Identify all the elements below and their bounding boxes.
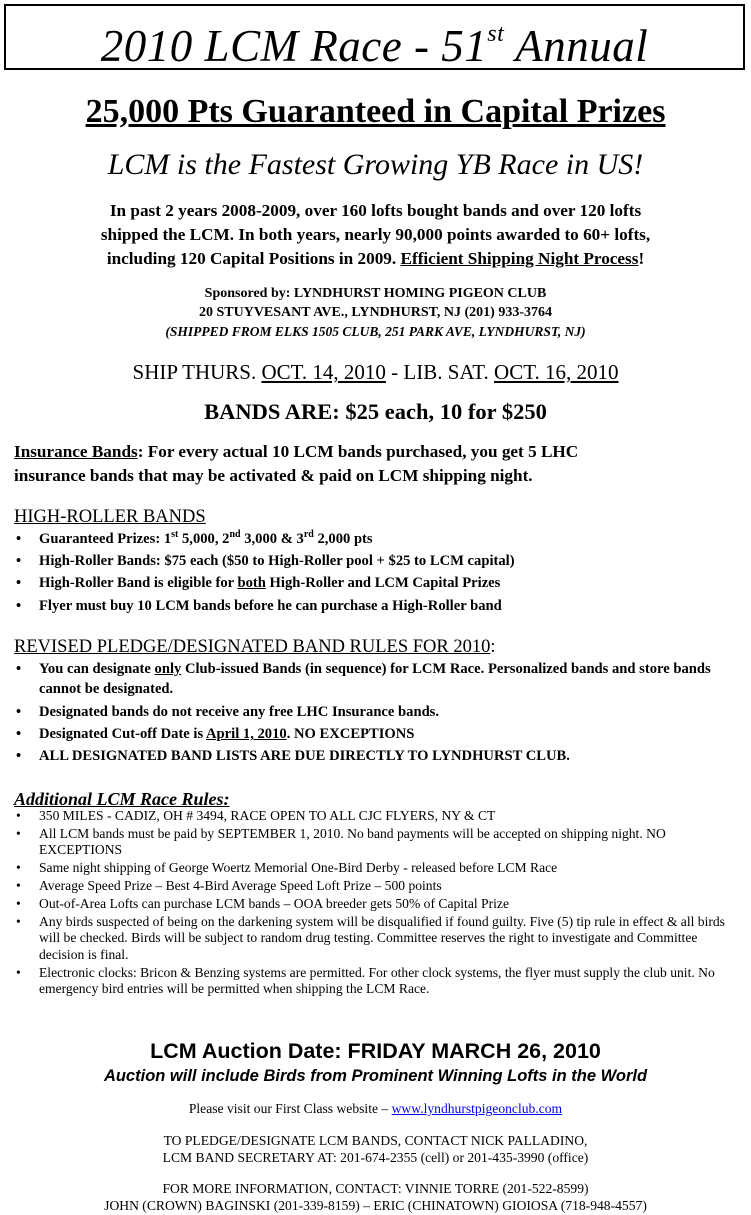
more-info-contact [0, 1180, 751, 1214]
revised-heading-colon: : [490, 637, 496, 657]
cutoff-date: April 1, 2010 [206, 725, 287, 742]
ship-dates [0, 358, 751, 386]
list-item [14, 572, 738, 594]
contact-line-2: JOHN (CROWN) BAGINSKI (201-339-8159) – ERIC (CHINATOWN) GIOIOSA (718-948-4557) [104, 1198, 647, 1213]
list-item [14, 550, 738, 572]
rule-text: Average Speed Prize – Best 4-Bird Average Speed Loft Prize – 500 points [39, 878, 442, 894]
sponsor-line-1: Sponsored by: LYNDHURST HOMING PIGEON CLUB [204, 286, 547, 301]
list-item [14, 914, 738, 963]
designate-only: only [154, 661, 182, 677]
bullet-icon: • [16, 703, 22, 720]
auction-date: LCM Auction Date: FRIDAY MARCH 26, 2010 [150, 1039, 601, 1063]
list-item [14, 808, 738, 824]
intro-line-1: In past 2 years 2008-2009, over 160 lofts bought bands and over 120 lofts [109, 201, 642, 220]
bullet-icon: • [16, 860, 21, 876]
eligibility-pre: High-Roller Band is eligible for [39, 575, 238, 592]
prize-text-b: 5,000, 2 [178, 531, 230, 547]
website-prefix: Please visit our First Class website – [188, 1101, 392, 1116]
designate-post: Club-issued Bands (in sequence) for LCM Race. Personalized bands and store bands cannot be designated. [39, 661, 711, 698]
pledge-contact [0, 1132, 751, 1166]
designate-pre: You can designate [39, 661, 155, 677]
prize-text-d: 2,000 pts [313, 531, 373, 547]
website-link[interactable]: www.lyndhurstpigeonclub.com [391, 1101, 563, 1116]
pledge-line-2: LCM BAND SECRETARY AT: 201-674-2355 (cell) or 201-435-3990 (office) [162, 1150, 589, 1165]
list-item [14, 878, 738, 894]
bullet-icon: • [16, 575, 22, 592]
rule-text: 350 MILES - CADIZ, OH # 3494, RACE OPEN TO ALL CJC FLYERS, NY & CT [39, 808, 496, 823]
sponsor-address: 20 STUYVESANT AVE., LYNDHURST, NJ (201) 933-3764 [198, 305, 553, 320]
bullet-icon: • [16, 964, 21, 980]
lib-label: - LIB. SAT. [385, 360, 495, 384]
list-item [14, 746, 738, 766]
high-roller-price: High-Roller Bands: $75 each ($50 to High-Roller pool + $25 to LCM capital) [39, 553, 515, 570]
sponsor-shipping-location: (SHIPPED FROM ELKS 1505 CLUB, 251 PARK AVE, LYNDHURST, NJ) [165, 324, 586, 339]
bullet-icon: • [16, 725, 22, 742]
title-box [4, 4, 745, 70]
prize-sup-b: nd [229, 529, 241, 541]
prize-sup-a: st [171, 529, 179, 541]
purchase-requirement: Flyer must buy 10 LCM bands before he can purchase a High-Roller band [39, 597, 502, 614]
intro-line-3-suffix: ! [638, 249, 645, 268]
bullet-icon: • [16, 661, 22, 677]
pledge-line-1: TO PLEDGE/DESIGNATE LCM BANDS, CONTACT NICK PALLADINO, [163, 1133, 588, 1148]
list-item [14, 702, 738, 722]
bands-price: BANDS ARE: $25 each, 10 for $250 [204, 399, 547, 424]
cutoff-pre: Designated Cut-off Date is [39, 725, 207, 742]
bullet-icon: • [16, 825, 21, 841]
bullet-icon: • [16, 878, 21, 894]
bullet-icon: • [16, 597, 22, 614]
rule-text: Same night shipping of George Woertz Memorial One-Bird Derby - released before LCM Race [39, 860, 558, 876]
additional-rules-heading: Additional LCM Race Rules: [14, 789, 230, 809]
website-line [0, 1100, 751, 1118]
prize-text-c: 3,000 & 3 [240, 531, 304, 547]
title-superscript: st [487, 21, 505, 47]
sponsor-block [0, 284, 751, 341]
revised-rules-heading [14, 636, 738, 658]
headline: 25,000 Pts Guaranteed in Capital Prizes [85, 93, 666, 130]
list-item [14, 896, 738, 912]
intro-line-3 [0, 247, 751, 271]
page-title [6, 8, 743, 76]
prize-text-a: Guaranteed Prizes: 1 [39, 531, 172, 547]
contact-line-1: FOR MORE INFORMATION, CONTACT: VINNIE TORRE (201-522-8599) [162, 1181, 589, 1196]
designated-no-insurance: Designated bands do not receive any free LHC Insurance bands. [39, 703, 440, 720]
insurance-text-1: : For every actual 10 LCM bands purchased, you get 5 LHC [137, 442, 579, 461]
list-item [14, 724, 738, 744]
list-item [14, 595, 738, 617]
insurance-bands-paragraph [14, 440, 738, 488]
high-roller-heading: HIGH-ROLLER BANDS [14, 507, 206, 527]
rule-text: All LCM bands must be paid by SEPTEMBER 1, 2010. No band payments will be accepted on shipping night. NO EXCEPTIONS [39, 825, 666, 858]
insurance-label: Insurance Bands [14, 442, 138, 461]
list-item [14, 826, 738, 859]
rule-text: Any birds suspected of being on the darkening system will be disqualified if found guilty. Five (5) tip rule in effect & all birds will be checked. Birds will be subject to random drug testing. Committee reserves the right to investigate and Committee decision is final. [39, 913, 725, 962]
revised-heading-text: REVISED PLEDGE/DESIGNATED BAND RULES FOR 2010 [14, 637, 491, 657]
revised-rules-list [14, 659, 738, 768]
intro-paragraph [0, 199, 751, 271]
ship-label: SHIP THURS. [132, 360, 262, 384]
title-rest: Annual [504, 21, 649, 71]
insurance-line-2: insurance bands that may be activated & paid on LCM shipping night. [14, 466, 533, 485]
bullet-icon: • [16, 531, 22, 547]
eligibility-post: High-Roller and LCM Capital Prizes [265, 575, 501, 592]
intro-shipping-process: Efficient Shipping Night Process [400, 249, 639, 268]
bullet-icon: • [16, 808, 21, 823]
high-roller-list [14, 528, 738, 617]
rule-text: Electronic clocks: Bricon & Benzing systems are permitted. For other clock systems, the flyer must supply the club unit. No emergency bird entries will be permitted when shipping the LCM Race. [39, 964, 715, 997]
auction-subtitle: Auction will include Birds from Prominent Winning Lofts in the World [103, 1067, 648, 1085]
additional-rules-list [14, 808, 738, 999]
eligibility-both: both [237, 575, 266, 592]
designated-lists-due: ALL DESIGNATED BAND LISTS ARE DUE DIRECTLY TO LYNDHURST CLUB. [39, 748, 570, 765]
intro-line-2: shipped the LCM. In both years, nearly 90,000 points awarded to 60+ lofts, [100, 225, 651, 244]
list-item [14, 659, 738, 700]
ship-date: OCT. 14, 2010 [261, 360, 386, 384]
prize-sup-c: rd [303, 529, 314, 541]
list-item [14, 965, 738, 998]
bullet-icon: • [16, 748, 22, 765]
list-item [14, 528, 738, 550]
bullet-icon: • [16, 896, 21, 912]
rule-text: Out-of-Area Lofts can purchase LCM bands – OOA breeder gets 50% of Capital Prize [39, 896, 509, 912]
bullet-icon: • [16, 553, 22, 570]
intro-line-3-prefix: including 120 Capital Positions in 2009. [106, 249, 401, 268]
subheadline: LCM is the Fastest Growing YB Race in US! [107, 148, 644, 181]
title-main: 2010 LCM Race - 51 [100, 21, 488, 71]
insurance-line-1 [14, 440, 738, 464]
bullet-icon: • [16, 913, 21, 929]
list-item [14, 860, 738, 876]
lib-date: OCT. 16, 2010 [494, 360, 619, 384]
cutoff-post: . NO EXCEPTIONS [286, 725, 415, 742]
